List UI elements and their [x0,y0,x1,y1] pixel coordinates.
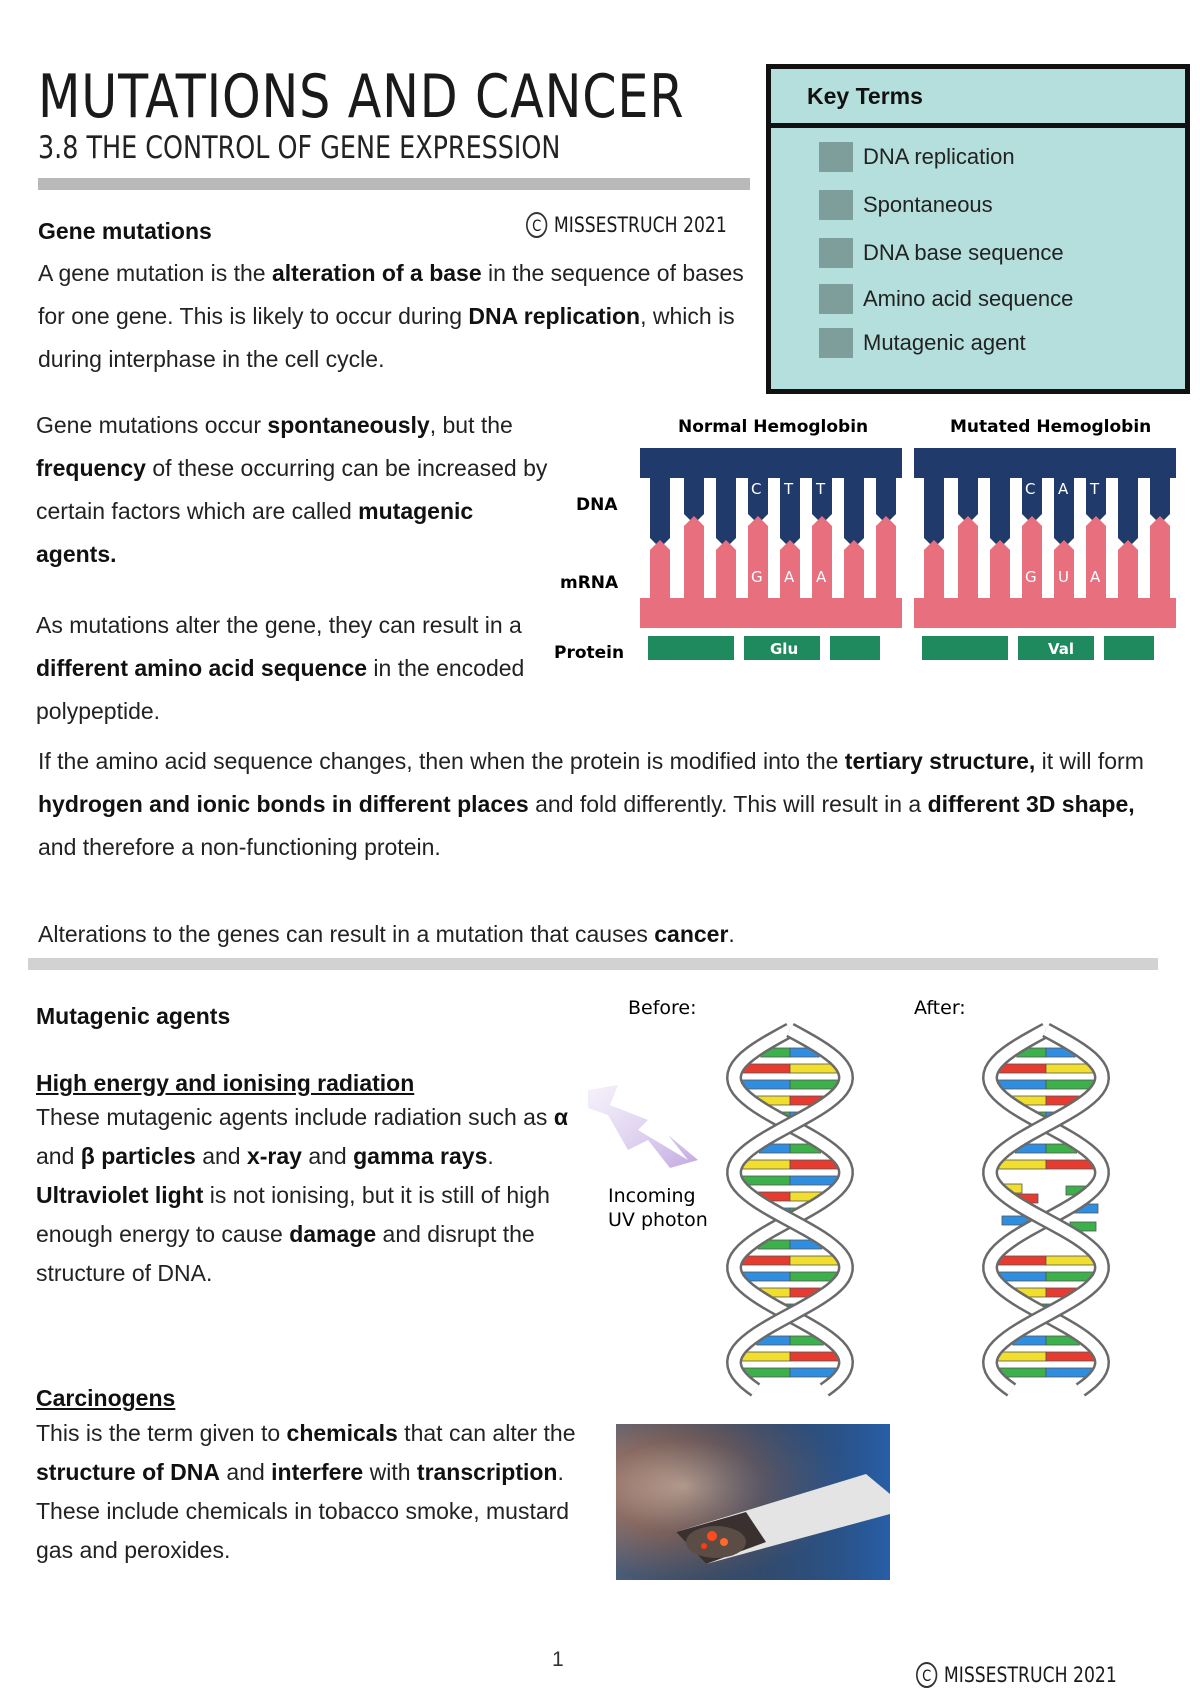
mrna-tooth [844,540,864,598]
base-pair [742,1160,790,1169]
mrna-base-letter: U [1058,568,1069,586]
normal-hemoglobin-label: Normal Hemoglobin [678,417,869,437]
mrna-base-letter: A [1090,568,1101,586]
checkbox-square-icon [819,238,853,268]
checkbox-square-icon [819,284,853,314]
base-pair [997,1352,1046,1361]
uv-photon-arrow-icon [588,1085,698,1168]
key-term-item [819,284,1073,314]
paragraph-cancer: Alterations to the genes can result in a mutation that causes cancer. [38,921,735,947]
amino-acid-label: Val [1048,640,1075,658]
photon-label: UV photon [608,1209,708,1231]
paragraph-radiation: These mutagenic agents include radiation such as α and β particles and x-ray and gamma rays. Ultraviolet light is not ionising, but it is still of high enough energy to cause damage and disrupt the structure of DNA. [36,1104,568,1286]
mrna-base-letter: G [751,568,763,586]
hemoglobin-mutation-diagram [548,410,1188,670]
page-title: MUTATIONS AND CANCER [38,62,685,132]
mutated-hemoglobin-strands [914,448,1176,660]
dna-base-letter: T [784,480,794,498]
key-term-label: DNA replication [863,144,1015,169]
page-subtitle: 3.8 THE CONTROL OF GENE EXPRESSION [38,130,561,166]
base-pair [998,1256,1046,1265]
base-pair [1046,1064,1093,1073]
mrna-base-letter: G [1025,568,1037,586]
subheading-carcinogens: Carcinogens [36,1385,176,1411]
dna-tooth [650,478,670,548]
key-term-item [819,190,993,220]
dna-base-letter: C [751,480,762,498]
key-term-item [819,238,1064,268]
checkbox-square-icon [819,190,853,220]
copyright-text: MISSESTRUCH 2021 [943,1663,1117,1687]
cigarette-image-icon [616,1424,890,1580]
key-terms-heading: Key Terms [771,69,1185,128]
dna-base-letter: T [816,480,826,498]
checkbox-square-icon [819,328,853,358]
base-pair [741,1352,790,1361]
paragraph-amino-acid-change: As mutations alter the gene, they can result in a different amino acid sequence in the encoded polypeptide. [36,612,525,724]
normal-hemoglobin-strands [640,448,902,660]
mrna-base-letter: A [784,568,795,586]
key-term-item [819,328,1026,358]
key-term-label: Mutagenic agent [863,330,1026,355]
key-term-label: DNA base sequence [863,240,1064,265]
checkbox-square-icon [819,142,853,172]
mrna-tooth [924,540,944,598]
dna-tooth [924,478,944,548]
base-pair [790,1160,838,1169]
dna-tooth [990,478,1010,548]
copyright-icon: C [916,1662,937,1688]
mrna-tooth [990,540,1010,598]
dna-tooth [844,478,864,548]
paragraph-tertiary-structure: If the amino acid sequence changes, then when the protein is modified into the tertiary structure, it will form hydrogen and ionic bonds in different places and fold differently. This will result in a different 3D shape, and therefore a non-functioning protein. [38,748,1144,860]
after-label: After: [914,997,966,1019]
paragraph-carcinogens: This is the term given to chemicals that can alter the structure of DNA and interfere with transcription. These include chemicals in tobacco smoke, mustard gas and peroxides. [36,1420,576,1563]
base-pair [743,1064,790,1073]
key-term-label: Amino acid sequence [863,286,1074,311]
mrna-tooth [650,540,670,598]
dna-base-letter: C [1025,480,1036,498]
base-pair [790,1256,838,1265]
key-terms-box [766,64,1190,394]
before-label: Before: [628,997,697,1019]
base-pair [999,1064,1046,1073]
base-pair [998,1160,1046,1169]
mrna-tooth [1118,540,1138,598]
dna-helix-after [990,1030,1102,1390]
amino-acid-label: Glu [770,640,799,658]
key-term-label: Spontaneous [863,192,993,217]
mrna-tooth [876,516,896,598]
row-label-mrna: mRNA [560,573,619,593]
base-pair [790,1352,839,1361]
section-heading-gene-mutations: Gene mutations [38,218,212,244]
mrna-tooth [684,516,704,598]
copyright-icon: C [526,212,547,238]
page-number: 1 [552,1648,564,1671]
row-label-protein: Protein [554,643,625,663]
section-heading-mutagenic-agents: Mutagenic agents [36,1003,231,1029]
key-term-item [819,142,1015,172]
dna-base-letter: T [1090,480,1100,498]
base-pair [1046,1352,1095,1361]
divider [28,958,1158,970]
divider [38,178,750,190]
mrna-tooth [958,516,978,598]
base-pair [1046,1160,1094,1169]
mrna-tooth [716,540,736,598]
paragraph-gene-mutation-definition: A gene mutation is the alteration of a base in the sequence of bases for one gene. This is likely to occur during DNA replication, which is during interphase in the cell cycle. [38,260,744,372]
base-pair [742,1256,790,1265]
uv-dna-damage-diagram [588,990,1148,1410]
footer-copyright [916,1662,1117,1688]
dna-tooth [716,478,736,548]
photon-label: Incoming [608,1185,696,1207]
dna-helix-before [734,1030,846,1390]
base-pair [790,1064,837,1073]
subheading-radiation: High energy and ionising radiation [36,1070,415,1096]
dna-base-letter: A [1058,480,1069,498]
cigarette-photo [616,1424,890,1580]
copyright-text: MISSESTRUCH 2021 [553,213,727,237]
row-label-dna: DNA [576,495,618,515]
mrna-base-letter: A [816,568,827,586]
paragraph-spontaneous-mutations: Gene mutations occur spontaneously, but the frequency of these occurring can be increased by certain factors which are called mutagenic agents. [36,412,548,567]
mrna-tooth [1150,516,1170,598]
dna-tooth [1118,478,1138,548]
copyright-notice [526,212,727,238]
mutated-hemoglobin-label: Mutated Hemoglobin [950,417,1152,437]
base-pair [1046,1256,1094,1265]
